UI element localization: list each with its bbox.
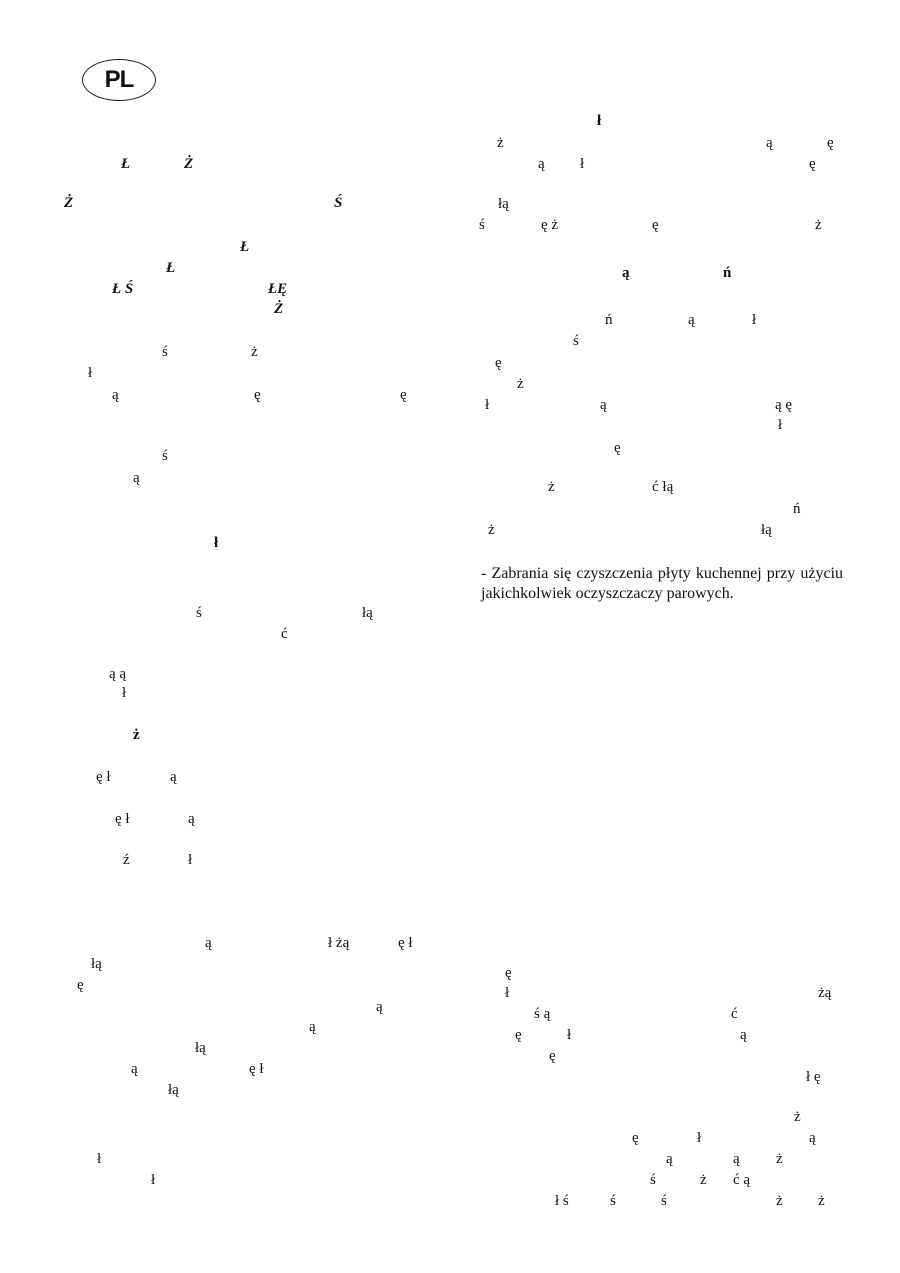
text-fragment: ż bbox=[497, 135, 504, 151]
text-fragment: ę ł bbox=[398, 935, 413, 951]
text-fragment: ł bbox=[597, 113, 602, 129]
text-fragment: ł ę bbox=[806, 1069, 821, 1085]
text-fragment: ą bbox=[733, 1151, 740, 1167]
text-fragment: ą bbox=[188, 811, 195, 827]
text-fragment: ę bbox=[632, 1130, 639, 1146]
text-fragment: ł bbox=[485, 397, 490, 413]
text-fragment: ł bbox=[88, 365, 93, 381]
text-fragment: ń bbox=[793, 501, 801, 517]
text-fragment: ł bbox=[580, 156, 585, 172]
text-fragment: ę bbox=[614, 440, 621, 456]
text-fragment: łą bbox=[195, 1040, 206, 1056]
text-fragment: ę ł bbox=[249, 1061, 264, 1077]
text-fragment: ę bbox=[549, 1048, 556, 1064]
text-fragment: ć bbox=[281, 626, 288, 642]
text-fragment: ż bbox=[700, 1172, 707, 1188]
text-fragment: ą bbox=[600, 397, 607, 413]
text-fragment: ą bbox=[170, 769, 177, 785]
text-fragment: ł ś bbox=[555, 1193, 569, 1209]
text-fragment: ł bbox=[505, 985, 510, 1001]
text-fragment: łą bbox=[498, 196, 509, 212]
text-fragment: ę bbox=[254, 387, 261, 403]
text-fragment: ż bbox=[488, 522, 495, 538]
text-fragment: ż bbox=[133, 727, 140, 743]
text-fragment: ń bbox=[723, 265, 732, 281]
text-fragment: ł bbox=[214, 535, 219, 551]
text-fragment: ą bbox=[666, 1151, 673, 1167]
text-fragment: ł bbox=[697, 1130, 702, 1146]
text-fragment: ż bbox=[548, 479, 555, 495]
text-fragment: ć bbox=[731, 1006, 738, 1022]
text-fragment: ż bbox=[818, 1193, 825, 1209]
text-fragment: ŁĘ bbox=[268, 281, 288, 297]
text-fragment: ą bbox=[376, 999, 383, 1015]
language-badge: PL bbox=[82, 59, 156, 101]
text-fragment: żą bbox=[818, 985, 832, 1001]
text-fragment: ą bbox=[133, 470, 140, 486]
text-fragment: ć łą bbox=[652, 479, 674, 495]
text-fragment: ą bbox=[740, 1027, 747, 1043]
text-fragment: łą bbox=[362, 605, 373, 621]
text-fragment: Ż bbox=[184, 156, 194, 172]
text-fragment: Ż bbox=[274, 301, 284, 317]
text-fragment: łą bbox=[761, 522, 772, 538]
text-fragment: ł bbox=[122, 685, 127, 701]
text-fragment: Ł Ś bbox=[112, 281, 134, 297]
text-fragment: ę ł bbox=[96, 769, 111, 785]
text-fragment: ą ą bbox=[109, 666, 127, 682]
text-fragment: ś bbox=[610, 1193, 616, 1209]
text-fragment: ż bbox=[776, 1151, 783, 1167]
text-fragment: ź bbox=[123, 852, 130, 868]
text-fragment: Ł bbox=[121, 156, 131, 172]
text-fragment: ż bbox=[794, 1109, 801, 1125]
text-fragment: ś bbox=[661, 1193, 667, 1209]
text-fragment: ł bbox=[188, 852, 193, 868]
text-fragment: ż bbox=[517, 376, 524, 392]
text-fragment: ą bbox=[131, 1061, 138, 1077]
text-fragment: ę ż bbox=[541, 217, 559, 233]
text-fragment: ą bbox=[809, 1130, 816, 1146]
text-fragment: ł bbox=[97, 1151, 102, 1167]
text-fragment: ń bbox=[605, 312, 613, 328]
text-fragment: ę bbox=[515, 1027, 522, 1043]
text-fragment: ę ł bbox=[115, 811, 130, 827]
text-fragment: ł bbox=[151, 1172, 156, 1188]
text-fragment: łą bbox=[91, 956, 102, 972]
text-fragment: ę bbox=[652, 217, 659, 233]
text-fragment: ś bbox=[573, 333, 579, 349]
text-fragment: Ż bbox=[64, 195, 74, 211]
text-fragment: ś ą bbox=[534, 1006, 551, 1022]
text-fragment: ę bbox=[495, 355, 502, 371]
text-fragment: ł bbox=[567, 1027, 572, 1043]
text-fragment: ł bbox=[778, 417, 783, 433]
text-fragment: Ś bbox=[334, 195, 343, 211]
text-fragment: ę bbox=[400, 387, 407, 403]
text-fragment: ą bbox=[766, 135, 773, 151]
text-fragment: ż bbox=[815, 217, 822, 233]
steam-cleaner-warning: - Zabrania się czyszczenia płyty kuchennej przy użyciu jakichkolwiek oczyszczaczy parowych. bbox=[481, 565, 843, 602]
text-fragment: ł żą bbox=[328, 935, 350, 951]
text-fragment: ą bbox=[309, 1019, 316, 1035]
text-fragment: ś bbox=[162, 448, 168, 464]
text-fragment: ż bbox=[251, 344, 258, 360]
text-fragment: ś bbox=[479, 217, 485, 233]
text-fragment: ę bbox=[505, 965, 512, 981]
text-fragment: ć ą bbox=[733, 1172, 751, 1188]
text-fragment: ą bbox=[205, 935, 212, 951]
text-fragment: Ł bbox=[240, 239, 250, 255]
text-fragment: ż bbox=[776, 1193, 783, 1209]
text-fragment: ł bbox=[752, 312, 757, 328]
text-fragment: ś bbox=[162, 344, 168, 360]
text-fragment: ą bbox=[538, 156, 545, 172]
text-fragment: ą bbox=[112, 387, 119, 403]
text-fragment: ą ę bbox=[775, 397, 793, 413]
text-fragment: ą bbox=[688, 312, 695, 328]
text-fragment: ę bbox=[77, 977, 84, 993]
text-fragment: ś bbox=[196, 605, 202, 621]
text-fragment: ą bbox=[622, 265, 630, 281]
text-fragment: ś bbox=[650, 1172, 656, 1188]
text-fragment: łą bbox=[168, 1082, 179, 1098]
text-fragment: Ł bbox=[166, 260, 176, 276]
text-fragment: ę bbox=[827, 135, 834, 151]
text-fragment: ę bbox=[809, 156, 816, 172]
